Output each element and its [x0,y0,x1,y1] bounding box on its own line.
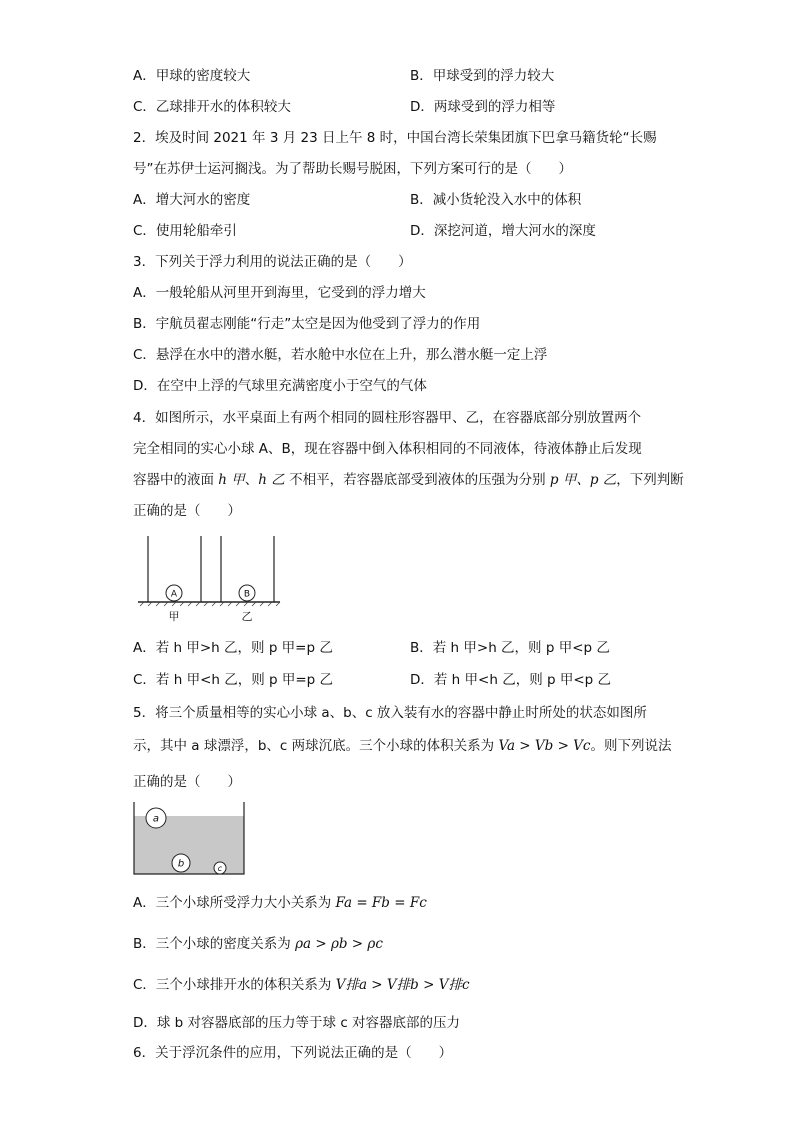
q5-stem-line1: 5．将三个质量相等的实心小球 a、b、c 放入装有水的容器中静止时所处的状态如图所 [133,705,647,721]
ball-a-label: a [152,813,160,825]
table-surface [138,602,280,606]
q5-option-b-text: B．三个小球的密度关系为 [133,936,296,952]
q3-option-a: A．一般轮船从河里开到海里，它受到的浮力增大 [133,285,426,301]
q3-stem: 3．下列关于浮力利用的说法正确的是（ ） [133,254,412,270]
q4-sep: 、 [244,472,259,488]
q5-option-a [133,893,427,913]
q5-option-b [133,934,383,954]
q4-stem-line3 [133,470,684,490]
ball-b-label: B [243,589,251,600]
q5-option-c-math: V排a > V排b > V排c [335,977,470,993]
q4-stem-line4: 正确的是（ ） [133,503,241,519]
q5-option-a-text: A．三个小球所受浮力大小关系为 [133,895,336,911]
q4-h-jia: h 甲 [218,472,245,488]
ball-c-label: c [217,864,223,873]
q5-option-c-text: C．三个小球排开水的体积关系为 [133,977,336,993]
q1-option-a: A．甲球的密度较大 [133,68,251,84]
q4-stem-line2: 完全相同的实心小球 A、B，现在容器中倒入体积相同的不同液体，待液体静止后发现 [133,441,642,457]
q5-line2-a: 示，其中 a 球漂浮，b、c 两球沉底。三个小球的体积关系为 [133,738,499,754]
q6-stem: 6．关于浮沉条件的应用，下列说法正确的是（ ） [133,1045,453,1061]
q4-option-b: B．若 h 甲>h 乙，则 p 甲<p 乙 [410,640,610,656]
q3-option-b: B．宇航员翟志刚能“行走”太空是因为他受到了浮力的作用 [133,316,481,332]
q1-option-c: C．乙球排开水的体积较大 [133,99,291,115]
q4-option-a: A．若 h 甲>h 乙，则 p 甲=p 乙 [133,640,333,656]
q2-stem-line1: 2．埃及时间 2021 年 3 月 23 日上午 8 时，中国台湾长荣集团旗下巴拿马籍货轮“长赐 [133,130,657,146]
q5-option-b-math: ρa > ρb > ρc [295,936,383,952]
q4-line3-b: 不相平，若容器底部受到液体的压强为分别 [284,472,550,488]
q5-option-c [133,975,470,995]
q2-stem-line2: 号”在苏伊士运河搁浅。为了帮助长赐号脱困，下列方案可行的是（ ） [133,161,572,177]
q4-stem-line1: 4．如图所示，水平桌面上有两个相同的圆柱形容器甲、乙，在容器底部分别放置两个 [133,410,642,426]
ball-b-label: b [177,858,185,870]
q3-option-d: D．在空中上浮的气球里充满密度小于空气的气体 [133,378,427,394]
q4-option-c: C．若 h 甲<h 乙，则 p 甲=p 乙 [133,672,334,688]
q5-line2-b: 。则下列说法 [590,738,672,754]
q2-option-b: B．减小货轮没入水中的体积 [410,192,582,208]
q5-option-d: D．球 b 对容器底部的压力等于球 c 对容器底部的压力 [133,1015,461,1031]
q2-option-a: A．增大河水的密度 [133,192,251,208]
q4-h-yi: h 乙 [258,472,285,488]
q5-figure [131,800,249,880]
q2-option-c: C．使用轮船牵引 [133,223,237,239]
q3-option-c: C．悬浮在水中的潜水艇，若水舱中水位在上升，那么潜水艇一定上浮 [133,347,548,363]
q5-option-a-math: Fa = Fb = Fc [335,895,427,911]
q1-option-d: D．两球受到的浮力相等 [410,99,556,115]
q5-stem-line2 [133,736,672,756]
label-jia: 甲 [168,610,180,623]
q2-option-d: D．深挖河道，增大河水的深度 [410,223,596,239]
q4-figure [134,532,284,624]
ball-a-label: A [170,589,178,600]
q5-volume-relation: Va > Vb > Vc [498,738,591,754]
q5-stem-line3: 正确的是（ ） [133,774,241,790]
q4-line3-c: ，下列判断 [616,472,684,488]
q4-p-pair: p 甲、p 乙 [549,472,617,488]
q4-line3-a: 容器中的液面 [133,472,219,488]
label-yi: 乙 [241,610,253,623]
q1-option-b: B．甲球受到的浮力较大 [410,68,555,84]
q4-option-d: D．若 h 甲<h 乙，则 p 甲<p 乙 [410,672,612,688]
